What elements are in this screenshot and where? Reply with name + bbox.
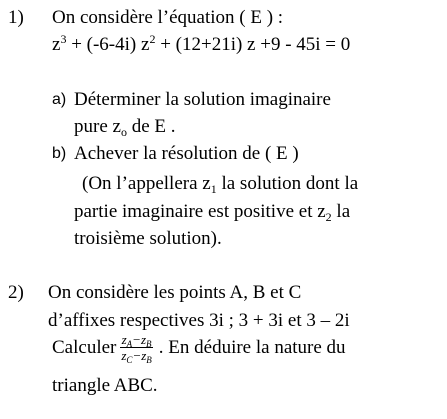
question-1-intro: On considère l’équation ( E ) :	[52, 7, 284, 28]
subquestion-b-line2-sub: 1	[210, 182, 217, 196]
equation-part2: + (12+21i) z +9 - 45i = 0	[155, 34, 351, 55]
num-za-sub: A	[126, 339, 133, 349]
subquestion-b-line4: troisième solution).	[74, 228, 222, 249]
equation-part1: + (-6-4i) z	[66, 34, 150, 55]
after-fraction-text: . En déduire la nature du	[158, 336, 346, 358]
question-1-number: 1)	[8, 7, 24, 28]
subquestion-a-line2	[74, 116, 176, 139]
question-2-number: 2)	[8, 282, 24, 303]
den-zc: z	[121, 348, 127, 363]
subquestion-b-line2-pre: (On l’appellera z	[82, 173, 211, 194]
subquestion-a-line2-post: de E .	[126, 116, 176, 137]
subquestion-a-line2-pre: pure z	[74, 116, 121, 137]
subquestion-b-line1: Achever la résolution de ( E )	[74, 143, 299, 164]
subquestion-a-line1: Déterminer la solution imaginaire	[74, 89, 331, 110]
subquestion-b-line2-post: la solution dont la	[216, 173, 359, 194]
fraction-denominator	[120, 348, 152, 365]
fraction-numerator	[120, 333, 152, 348]
subquestion-b-line3	[74, 201, 351, 224]
equation-e	[52, 32, 351, 55]
subquestion-a-marker: a)	[52, 91, 67, 108]
subquestion-b-line3-post: la	[331, 201, 351, 222]
equation-z: z	[52, 34, 61, 55]
num-zb-sub: B	[146, 339, 152, 349]
question-2-line4: triangle ABC.	[52, 375, 158, 396]
subquestion-b-marker: b)	[52, 145, 67, 162]
num-za: z	[121, 332, 127, 347]
subquestion-a-line2-sub: o	[120, 125, 127, 139]
subquestion-b-line3-pre: partie imaginaire est positive et z	[74, 201, 326, 222]
den-zc-sub: C	[126, 355, 133, 365]
num-op: −z	[132, 332, 147, 347]
subquestion-b-line3-sub: 2	[325, 210, 332, 224]
calc-text: Calculer	[52, 336, 117, 358]
question-2-line1: On considère les points A, B et C	[48, 282, 302, 303]
den-op: −z	[132, 348, 147, 363]
subquestion-b-line2	[82, 173, 359, 196]
equation-exp3: 3	[60, 32, 67, 46]
equation-exp2: 2	[149, 32, 156, 46]
den-zb-sub: B	[146, 355, 152, 365]
question-2-line3	[52, 332, 346, 365]
question-2-line2: d’affixes respectives 3i ; 3 + 3i et 3 – 2i	[48, 310, 350, 331]
fraction	[120, 332, 152, 365]
